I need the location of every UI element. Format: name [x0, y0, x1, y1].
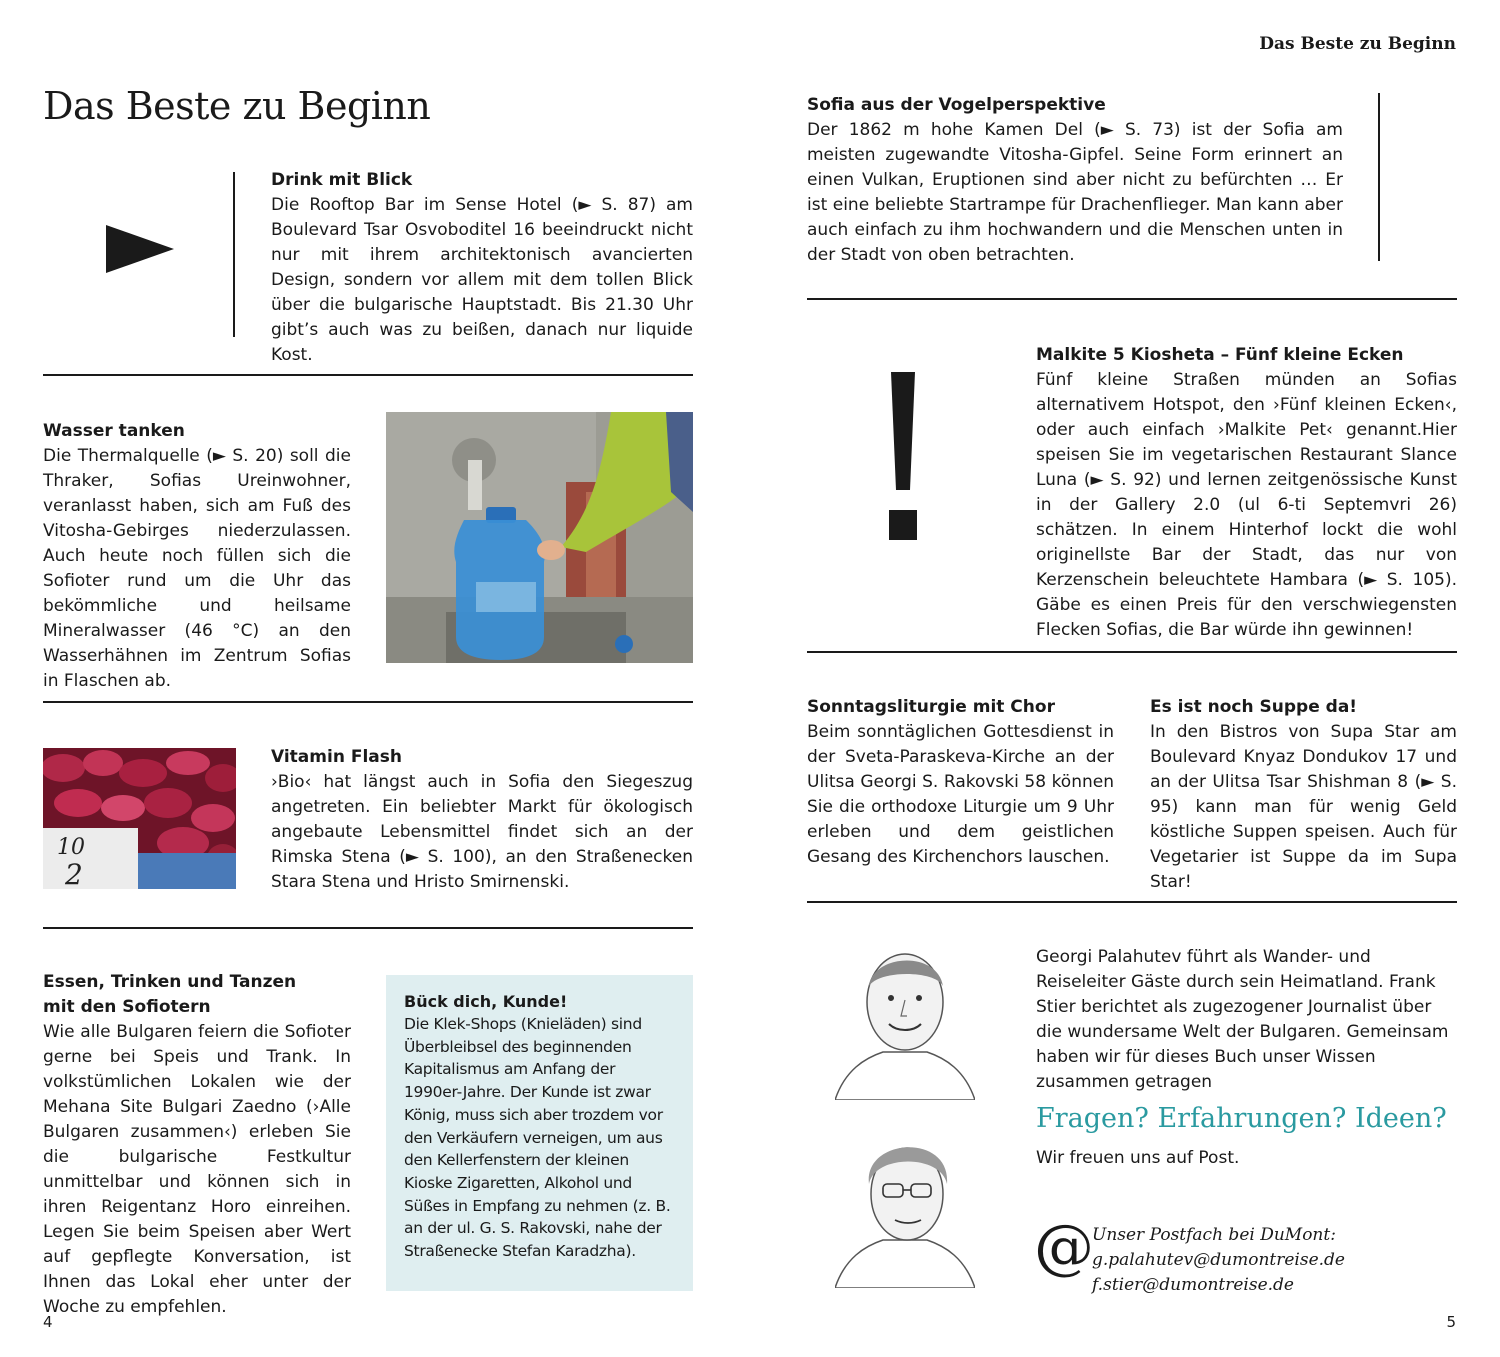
vertical-divider: [233, 172, 235, 337]
section-text: ›Bio‹ hat längst auch in Sofia den Siegeszug angetreten. Ein beliebter Markt für ökologisch angebaute Lebensmittel findet sich an der Rimska Stena (► S. 100), an den Straßenecken Stara Stena und Hristo Smirnenski.: [271, 772, 693, 892]
section-malkite: [1036, 343, 1457, 643]
page-number-left: 4: [43, 1313, 53, 1331]
at-sign-icon: @: [1034, 1212, 1094, 1282]
section-text: Der 1862 m hohe Kamen Del (► S. 73) ist der Sofia am meisten zugewandte Vitosha-Gipfel. Seine Form erinnert an einen Vulkan, Eruptionen sind aber nicht zu befürchten … Er ist eine beliebte Startrampe für Drachenflieger. Man kann aber auch einfach zu ihm hochwandern und die Menschen unten in der Stadt von oben betrachten.: [807, 120, 1343, 265]
section-text: Die Rooftop Bar im Sense Hotel (► S. 87) am Boulevard Tsar Osvoboditel 16 beeindruckt nicht nur mit ihrem architektonisch avancierten Design, sondern vor allem mit dem tollen Blick über die bulgarische Hauptstadt. Bis 21.30 Uhr gibt’s auch was zu beißen, danach nur liquide Kost.: [271, 195, 693, 365]
water-fountain-photo: [386, 412, 693, 663]
running-head: Das Beste zu Beginn: [1259, 34, 1456, 54]
contact-headline: Fragen? Erfahrungen? Ideen?: [1036, 1103, 1447, 1134]
section-title: Wasser tanken: [43, 421, 185, 441]
section-essen-trinken-tanzen: [43, 970, 351, 1320]
play-triangle-icon: [106, 225, 174, 273]
postfach-block: [1092, 1223, 1345, 1298]
section-title-line-1: Essen, Trinken und Tanzen: [43, 972, 297, 992]
section-text: Die Thermalquelle (► S. 20) soll die Thraker, Sofias Ureinwohner, veranlasst haben, sich am Fuß des Vitosha-Gebirges niederzulassen. Auch heute noch füllen sich die Sofioter rund um die Uhr das bekömmliche und heilsame Mineralwasser (46 °C) an den Wasserhähnen im Zentrum Sofias in Flaschen ab.: [43, 446, 351, 691]
email-palahutev[interactable]: g.palahutev@dumontreise.de: [1092, 1250, 1345, 1270]
email-stier[interactable]: f.stier@dumontreise.de: [1092, 1275, 1294, 1295]
section-drink-mit-blick: [271, 168, 693, 368]
divider: [807, 651, 1457, 653]
contact-subline: Wir freuen uns auf Post.: [1036, 1148, 1240, 1168]
divider: [43, 927, 693, 929]
section-sonntagsliturgie: [807, 695, 1114, 870]
page-number-right: 5: [1446, 1313, 1456, 1331]
section-title: Malkite 5 Kiosheta – Fünf kleine Ecken: [1036, 345, 1404, 365]
author-portrait-1: [835, 940, 975, 1100]
section-text: Wie alle Bulgaren feiern die Sofioter gerne bei Speis und Trank. In volkstümlichen Lokalen wie der Mehana Site Bulgari Zaedno (›Alle Bulgaren zusammen‹) erleben Sie die bulgarische Festkultur unmittelbar und können sich in ihren Reigentanz Horo einreihen. Legen Sie beim Speisen aber Wert auf gepflegte Konversation, ist Ihnen das Lokal eher unter der Woche zu empfehlen.: [43, 1022, 351, 1317]
divider: [807, 901, 1457, 903]
contact-subline-wrap: [1036, 1146, 1239, 1171]
section-suppe: [1150, 695, 1457, 895]
section-text: In den Bistros von Supa Star am Boulevard Knyaz Dondukov 17 und an der Ulitsa Tsar Shishman 8 (► S. 95) kann man für wenig Geld köstliche Suppen speisen. Auch für Vegetarier ist Suppe da im Supa Star!: [1150, 722, 1457, 892]
price-label-2: 2: [65, 858, 83, 889]
tip-box-text: Die Klek-Shops (Knieläden) sind Überbleibsel des beginnenden Kapitalismus am Anfang der 1990er-Jahre. Der Kunde ist zwar König, muss sich aber trozdem vor den Verkäufern verneigen, um aus den Kellerfenstern der kleinen Kioske Zigaretten, Alkohol und Süßes in Empfang zu nehmen (z. B. an der ul. G. S. Rakovski, nahe der Straßenecke Stefan Karadzha).: [404, 1015, 671, 1261]
section-wasser-tanken: [43, 419, 351, 694]
section-title: Sofia aus der Vogelperspektive: [807, 95, 1106, 115]
section-vitamin-flash: [271, 745, 693, 895]
section-authors: [1036, 945, 1457, 1095]
authors-text: Georgi Palahutev führt als Wander- und Reiseleiter Gäste durch sein Heimatland. Frank Stier berichtet als zugezogener Journalist über die wundersame Welt der Bulgaren. Gemeinsam haben wir für dieses Buch unser Wissen zusammen getragen: [1036, 947, 1449, 1092]
divider: [43, 374, 693, 376]
author-portrait-2: [835, 1128, 975, 1288]
price-label-1: 10: [57, 835, 85, 860]
page-title: Das Beste zu Beginn: [43, 84, 431, 128]
section-title: Vitamin Flash: [271, 747, 402, 767]
section-title: Drink mit Blick: [271, 170, 413, 190]
section-title: Es ist noch Suppe da!: [1150, 697, 1358, 717]
section-title: Sonntagsliturgie mit Chor: [807, 697, 1055, 717]
section-text: Beim sonntäglichen Gottesdienst in der Sveta-Paraskeva-Kirche an der Ulitsa Georgi S. Rakovski 58 können Sie die orthodoxe Liturgie um 9 Uhr erleben und dem geistlichen Gesang des Kirchenchors lauschen.: [807, 722, 1114, 867]
section-text: Fünf kleine Straßen münden an Sofias alternativem Hotspot, den ›Fünf kleinen Ecken‹, oder auch einfach ›Malkite Pet‹ genannt.Hier speisen Sie im vegetarischen Restaurant Slance Luna (► S. 92) und lernen zeitgenössische Kunst in der Gallery 2.0 (ul 6-ti Septemvri 26) schätzen. In einem Hinterhof lockt die wohl originellste Bar der Stadt, das nur von Kerzenschein beleuchtete Hambara (► S. 105). Gäbe es einen Preis für den verschwiegensten Flecken Sofias, die Bar würde ihn gewinnen!: [1036, 370, 1457, 640]
exclamation-icon: [885, 372, 921, 542]
vertical-divider: [1378, 93, 1380, 261]
tip-box-title: Bück dich, Kunde!: [404, 992, 568, 1011]
section-title-line-2: mit den Sofiotern: [43, 997, 211, 1017]
postfach-label: Unser Postfach bei DuMont:: [1092, 1225, 1336, 1245]
tip-box-kunde: [386, 975, 693, 1291]
market-peppers-photo: [43, 748, 236, 889]
divider: [807, 298, 1457, 300]
divider: [43, 701, 693, 703]
section-vogelperspektive: [807, 93, 1343, 268]
